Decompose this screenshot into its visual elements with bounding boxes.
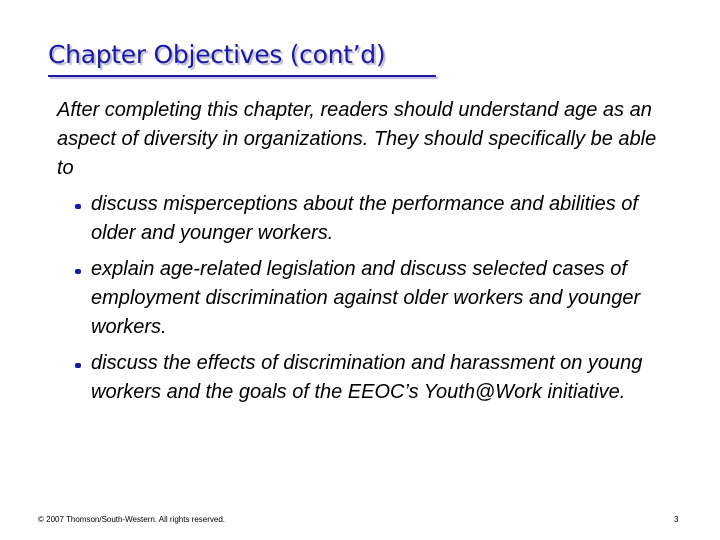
- slide-title: Chapter Objectives (cont’d): [48, 40, 386, 69]
- bullet-icon: [75, 204, 81, 209]
- title-underline: [48, 75, 436, 77]
- list-item-text: discuss misperceptions about the performance and abilities of older and younger workers.: [91, 193, 638, 244]
- list-item-text: discuss the effects of discrimination and harassment on young workers and the goals of the EEOC’s Youth@Work initiative.: [91, 352, 643, 403]
- bullet-icon: [75, 363, 81, 368]
- list-item: [75, 190, 675, 248]
- list-item: [75, 349, 675, 407]
- footer-copyright: © 2007 Thomson/South-Western. All rights reserved.: [38, 515, 226, 524]
- list-item-text: explain age-related legislation and discuss selected cases of employment discrimination against older workers and younger workers.: [91, 258, 641, 338]
- page-number: 3: [674, 515, 679, 524]
- intro-paragraph: After completing this chapter, readers should understand age as an aspect of diversity in organizations. They should specifically be able to: [57, 99, 657, 179]
- bullet-icon: [75, 269, 81, 274]
- list-item: [75, 255, 675, 342]
- objectives-list: [75, 190, 675, 414]
